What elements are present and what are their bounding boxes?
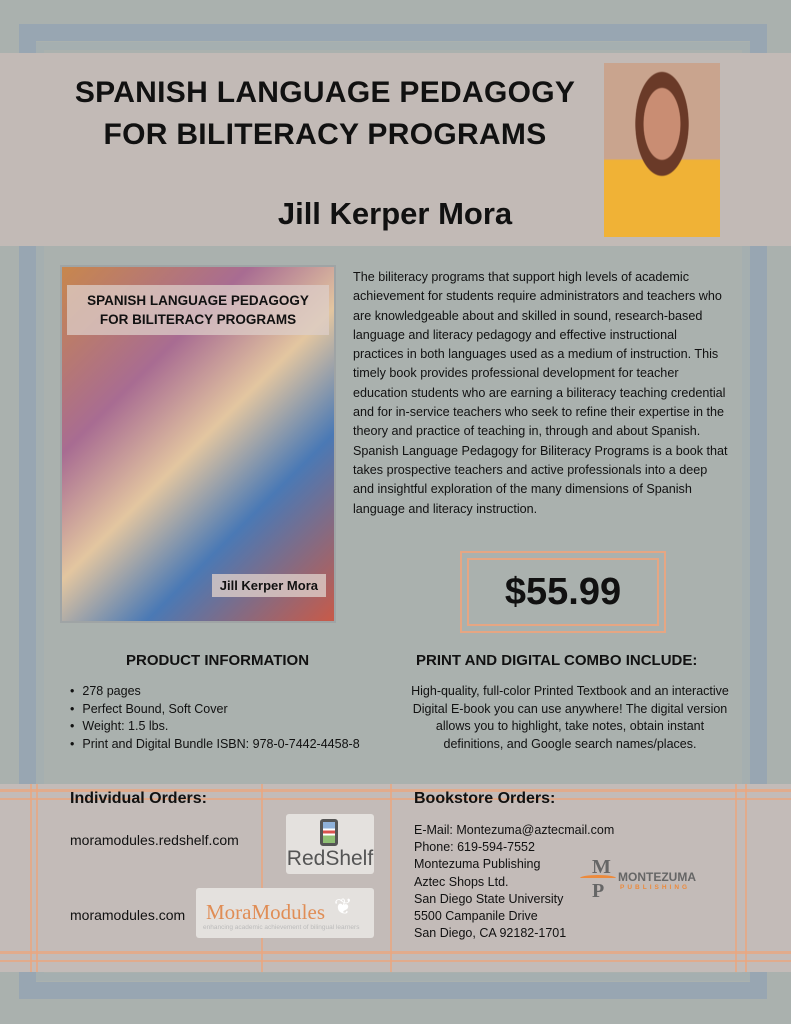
bookstore-orders-heading: Bookstore Orders:	[414, 790, 556, 807]
moramodules-logo-text: MoraModules	[206, 900, 325, 924]
montezuma-logo-letters: MP	[592, 856, 611, 902]
price: $55.99	[504, 571, 622, 613]
redshelf-logo-text: RedShelf	[286, 847, 374, 870]
redshelf-logo[interactable]	[286, 814, 374, 874]
cover-title-1: SPANISH LANGUAGE PEDAGOGY	[87, 293, 309, 308]
list-item: • 278 pages	[70, 683, 360, 701]
book-cover	[60, 265, 336, 623]
address-line: San Diego State University	[414, 891, 564, 906]
cover-author: Jill Kerper Mora	[212, 574, 326, 597]
combo-heading: PRINT AND DIGITAL COMBO INCLUDE:	[416, 652, 698, 669]
cover-title	[67, 285, 329, 335]
cover-title-2: FOR BILITERACY PROGRAMS	[99, 312, 297, 327]
moramodules-tagline: enhancing academic achievement of bilingual learners	[203, 924, 360, 931]
author-photo	[604, 63, 720, 237]
butterfly-icon: ❦	[334, 894, 353, 919]
email[interactable]: E-Mail: Montezuma@aztecmail.com	[414, 823, 615, 837]
price-box	[460, 551, 666, 633]
montezuma-logo	[580, 855, 725, 905]
address-line: Aztec Shops Ltd.	[414, 874, 509, 889]
individual-orders-heading: Individual Orders:	[70, 790, 207, 807]
swoosh-icon	[580, 875, 616, 881]
address-line: 5500 Campanile Drive	[414, 909, 538, 924]
phone: Phone: 619-594-7552	[414, 840, 535, 855]
book-icon	[320, 819, 338, 846]
list-item: • Perfect Bound, Soft Cover	[70, 701, 360, 719]
address-line: Montezuma Publishing	[414, 857, 541, 872]
montezuma-logo-name: MONTEZUMA	[618, 870, 696, 884]
product-info-list	[70, 683, 360, 753]
moramodules-logo[interactable]	[196, 888, 374, 938]
list-item: • Weight: 1.5 lbs.	[70, 718, 360, 736]
moramodules-link[interactable]: moramodules.com	[70, 907, 186, 923]
address-line: San Diego, CA 92182-1701	[414, 926, 567, 941]
title-line-1: SPANISH LANGUAGE PEDAGOGY	[74, 76, 576, 109]
title-line-2: FOR BILITERACY PROGRAMS	[103, 118, 547, 151]
book-description: The biliteracy programs that support high levels of academic achievement for students require administrators and teachers who are knowledgeable about and skilled in sound, research-based language and literacy pedagogy and effective instructional practices in both languages used as a medium of instruction. This timely book provides professional development for teacher education students who are earning a biliteracy teaching credential and for in-service teachers who seek to refine their expertise in the theory and practice of teaching in, through and about Spanish. Spanish Language Pedagogy for Biliteracy Programs is a book that takes prospective teachers and active professionals into a deep and insightful exploration of the many dimensions of Spanish language and literacy instruction.	[353, 270, 728, 516]
montezuma-logo-sub: PUBLISHING	[620, 884, 691, 891]
product-info-heading: PRODUCT INFORMATION	[126, 652, 310, 669]
author-name: Jill Kerper Mora	[277, 196, 513, 231]
page-title	[40, 72, 610, 156]
redshelf-link[interactable]: moramodules.redshelf.com	[70, 832, 239, 848]
list-item: • Print and Digital Bundle ISBN: 978-0-7442-4458-8	[70, 736, 360, 754]
combo-text: High-quality, full-color Printed Textbook and an interactive Digital E-book you can use anywhere! The digital version allows you to highlight, take notes, obtain instant definitions, and Google search names/places.	[411, 684, 729, 751]
